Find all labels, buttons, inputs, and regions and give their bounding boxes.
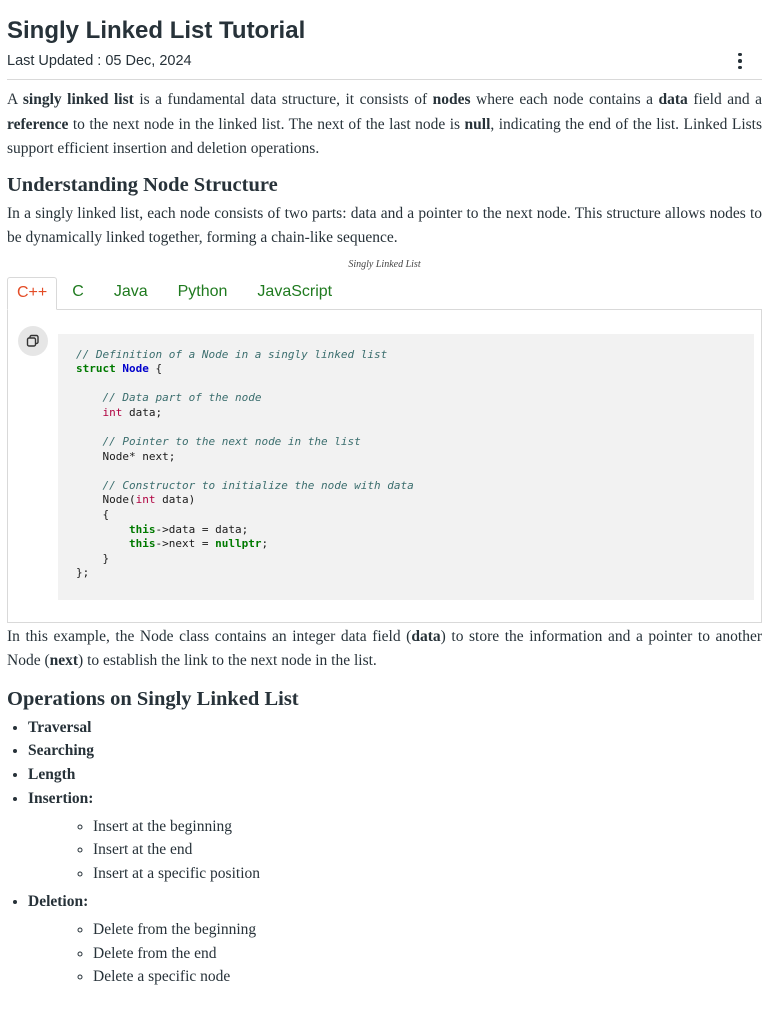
list-item: • Searching	[28, 739, 762, 763]
code-block	[58, 334, 754, 600]
deletion-sublist	[28, 918, 762, 989]
divider	[7, 79, 762, 80]
list-item: • Length	[28, 763, 762, 787]
explanation-bold-term: data	[411, 627, 441, 645]
intro-bold-term: reference	[7, 115, 69, 133]
code-keyword: struct	[76, 362, 116, 376]
insertion-sublist	[28, 815, 762, 886]
code-token: data)	[155, 493, 196, 507]
explanation-text: ) to store the information and a pointer to another Node (	[7, 627, 762, 669]
last-updated: Last Updated : 05 Dec, 2024	[7, 53, 192, 69]
code-token: ->data = data;	[155, 522, 249, 536]
article	[7, 0, 762, 993]
copy-icon	[26, 334, 40, 348]
list-item: ◦ Delete from the end	[93, 942, 762, 966]
list-item-label: Deletion:	[28, 893, 89, 911]
list-item: ◦ Insert at the end	[93, 838, 762, 862]
tab-cpp[interactable]: C++	[7, 277, 57, 310]
node-structure-paragraph: In a singly linked list, each node consists of two parts: data and a pointer to the next node. This structure allows nodes to be dynamically linked together, forming a chain-like sequence.	[7, 204, 762, 246]
code-token: Node(	[102, 493, 136, 507]
list-item-deletion	[28, 890, 762, 989]
list-item: ◦ Delete from the beginning	[93, 918, 762, 942]
code-keyword: nullptr	[215, 537, 262, 551]
list-item-insertion	[28, 787, 762, 886]
intro-paragraph	[7, 88, 762, 162]
list-item-label: Insertion:	[28, 789, 94, 807]
section-heading-node-structure: Understanding Node Structure	[7, 173, 278, 196]
intro-text: A	[7, 91, 23, 108]
explanation-text: ) to establish the link to the next node in the list.	[78, 652, 377, 669]
code-token: {	[102, 508, 110, 522]
code-token: ;	[261, 537, 269, 551]
intro-text: is a fundamental data structure, it consists of	[133, 91, 433, 108]
list-item: ◦ Insert at the beginning	[93, 815, 762, 839]
tab-python[interactable]: Python	[177, 282, 228, 300]
section-heading-operations: Operations on Singly Linked List	[7, 687, 299, 710]
explanation-paragraph	[7, 625, 762, 674]
code-token: ->next =	[155, 537, 216, 551]
code-text	[76, 348, 736, 582]
operations-list	[7, 716, 762, 990]
intro-bold-term: nodes	[432, 91, 471, 108]
code-token: Node* next;	[102, 449, 176, 463]
language-tabs	[7, 277, 762, 310]
code-comment: // Constructor to initialize the node with data	[102, 478, 414, 492]
code-panel	[7, 309, 762, 623]
list-item: • Traversal	[28, 716, 762, 740]
list-item: ◦ Insert at a specific position	[93, 862, 762, 886]
copy-code-button[interactable]	[18, 326, 48, 356]
code-token: {	[148, 362, 163, 376]
intro-text: to the next node in the linked list. The next of the last node is	[68, 115, 465, 133]
intro-text: field and a	[687, 91, 763, 108]
intro-bold-term: data	[658, 91, 688, 108]
code-comment: // Data part of the node	[102, 391, 262, 405]
intro-text: where each node contains a	[470, 91, 659, 108]
article-meta	[7, 52, 762, 70]
tab-javascript[interactable]: JavaScript	[257, 282, 333, 300]
explanation-text: In this example, the Node class contains an integer data field (	[7, 627, 412, 645]
code-comment: // Pointer to the next node in the list	[102, 435, 361, 449]
figure-caption: Singly Linked List	[348, 258, 421, 270]
code-token: };	[76, 566, 90, 580]
tab-c[interactable]: C	[72, 282, 84, 300]
code-class-name: Node	[122, 362, 149, 376]
code-keyword: this	[128, 537, 156, 551]
code-token: }	[102, 551, 110, 565]
code-type: int	[102, 405, 123, 419]
list-item: ◦ Delete a specific node	[93, 965, 762, 989]
intro-bold-term: singly linked list	[22, 91, 134, 108]
page-title: Singly Linked List Tutorial	[7, 17, 306, 44]
tab-java[interactable]: Java	[113, 282, 148, 300]
code-token: data;	[122, 405, 163, 419]
intro-bold-term: null	[464, 115, 491, 133]
intro-text: , indicating the end of the list. Linked Lists support efficient insertion and deletion operations.	[7, 115, 762, 157]
code-comment: // Definition of a Node in a singly linked list	[76, 347, 388, 361]
explanation-bold-term: next	[49, 652, 79, 669]
code-keyword: this	[128, 522, 156, 536]
more-options-icon[interactable]	[732, 52, 748, 70]
code-type: int	[135, 493, 156, 507]
